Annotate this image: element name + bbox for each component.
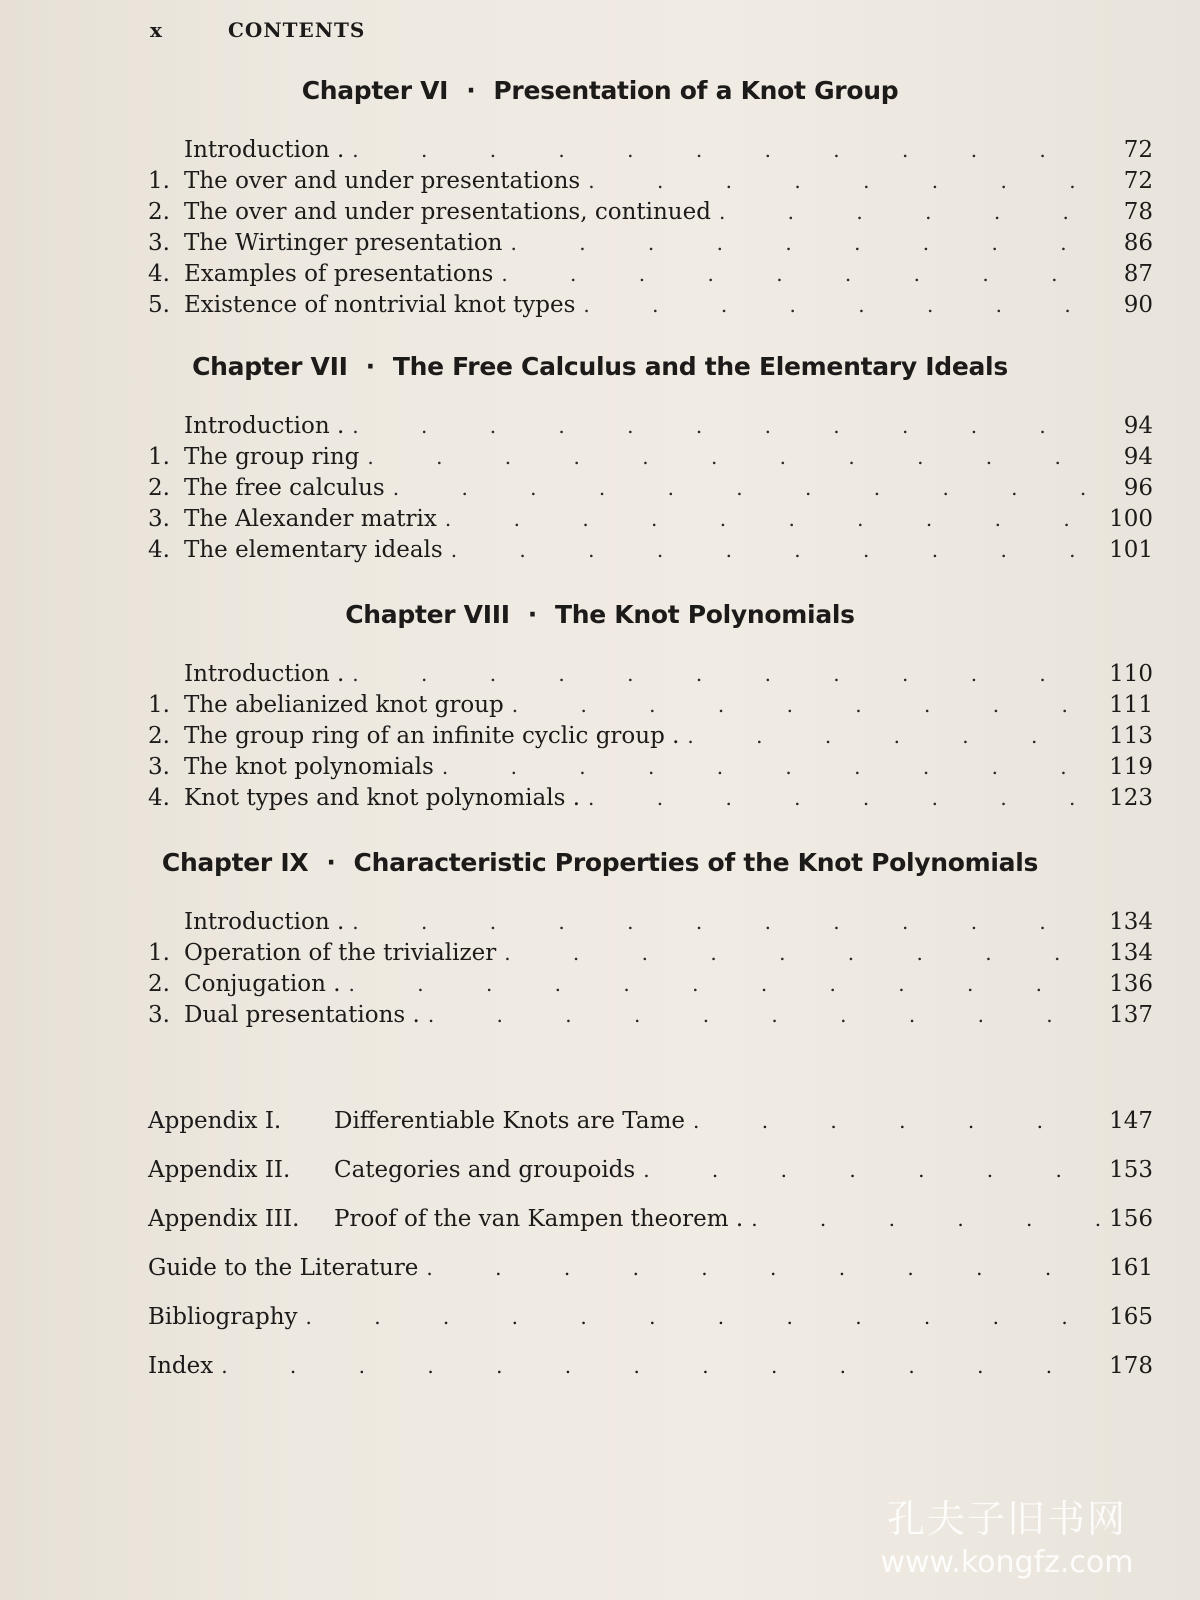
entry-page: 111 <box>1109 692 1153 718</box>
running-head <box>150 18 365 42</box>
chapter-title: The Knot Polynomials <box>554 600 855 629</box>
entry-page: 113 <box>1109 723 1153 749</box>
entry-page: 100 <box>1109 506 1153 532</box>
entry-title: The over and under presentations, continued <box>184 199 711 225</box>
chapter-heading <box>0 76 1200 105</box>
entry-title: Examples of presentations <box>184 261 494 287</box>
chapter-separator: · <box>365 352 375 381</box>
appendix-label: Appendix I. <box>148 1108 282 1134</box>
entry-page: 134 <box>1109 909 1153 935</box>
toc-entry[interactable] <box>148 723 1153 753</box>
entry-number: 3. <box>148 1002 170 1028</box>
dot-leader <box>445 507 1101 531</box>
chapter-heading <box>0 352 1200 381</box>
entry-number: 4. <box>148 261 170 287</box>
chapter-title: Characteristic Properties of the Knot Polynomials <box>353 848 1039 877</box>
entry-page: 72 <box>1123 137 1153 163</box>
entry-number: 2. <box>148 475 170 501</box>
toc-entry[interactable] <box>148 1002 1153 1032</box>
chapter-title: Presentation of a Knot Group <box>493 76 899 105</box>
toc-entry[interactable] <box>148 444 1153 474</box>
entry-page: 94 <box>1123 413 1153 439</box>
back-matter-entry[interactable] <box>148 1255 1153 1289</box>
dot-leader <box>693 1109 1101 1133</box>
entry-page: 72 <box>1123 168 1153 194</box>
entry-page: 153 <box>1109 1157 1153 1183</box>
dot-leader <box>511 231 1102 255</box>
entry-title: Existence of nontrivial knot types <box>184 292 576 318</box>
entry-number: 1. <box>148 940 170 966</box>
entry-page: 134 <box>1109 940 1153 966</box>
toc-entry[interactable] <box>148 909 1153 939</box>
toc-entry[interactable] <box>148 137 1153 167</box>
toc-entry[interactable] <box>148 230 1153 260</box>
running-head-title: CONTENTS <box>228 18 366 42</box>
entry-page: 94 <box>1123 444 1153 470</box>
dot-leader <box>504 941 1101 965</box>
dot-leader <box>687 724 1101 748</box>
chapter-separator: · <box>326 848 336 877</box>
dot-leader <box>393 476 1101 500</box>
dot-leader <box>501 262 1101 286</box>
toc-entry[interactable] <box>148 940 1153 970</box>
entry-number: 5. <box>148 292 170 318</box>
dot-leader <box>428 1003 1101 1027</box>
entry-title: Knot types and knot polynomials . <box>184 785 581 811</box>
entry-page: 119 <box>1109 754 1153 780</box>
back-matter-entry[interactable] <box>148 1353 1153 1387</box>
entry-page: 86 <box>1123 230 1153 256</box>
entry-title: The group ring of an infinite cyclic group . <box>184 723 680 749</box>
dot-leader <box>306 1305 1102 1329</box>
entry-title: The abelianized knot group <box>184 692 504 718</box>
toc-entry[interactable] <box>148 537 1153 567</box>
entry-number: 2. <box>148 199 170 225</box>
back-matter-entry[interactable] <box>148 1157 1153 1191</box>
chapter-title: The Free Calculus and the Elementary Ideals <box>392 352 1008 381</box>
chapter-heading <box>0 600 1200 629</box>
dot-leader <box>643 1158 1101 1182</box>
entry-number: 3. <box>148 506 170 532</box>
entry-title: The over and under presentations <box>184 168 581 194</box>
toc-entry[interactable] <box>148 413 1153 443</box>
toc-entry[interactable] <box>148 661 1153 691</box>
entry-title: The Wirtinger presentation <box>184 230 503 256</box>
entry-page: 87 <box>1123 261 1153 287</box>
chapter-label: Chapter IX <box>161 848 309 877</box>
dot-leader <box>352 414 1101 438</box>
entry-title: Introduction . <box>184 661 345 687</box>
entry-title: Introduction . <box>184 413 345 439</box>
dot-leader <box>751 1207 1101 1231</box>
dot-leader <box>512 693 1101 717</box>
entry-page: 78 <box>1123 199 1153 225</box>
entry-number: 2. <box>148 971 170 997</box>
back-matter-entry[interactable] <box>148 1304 1153 1338</box>
entry-title: Operation of the trivializer <box>184 940 497 966</box>
entry-title: Conjugation . <box>184 971 341 997</box>
back-matter-entry[interactable] <box>148 1206 1153 1240</box>
toc-entry[interactable] <box>148 168 1153 198</box>
watermark-text: 孔夫子旧书网 <box>886 1497 1127 1541</box>
watermark <box>872 1488 1142 1580</box>
entry-page: 123 <box>1109 785 1153 811</box>
dot-leader <box>583 293 1101 317</box>
dot-leader <box>367 445 1101 469</box>
dot-leader <box>588 169 1101 193</box>
appendix-label: Appendix III. <box>148 1206 300 1232</box>
toc-entry[interactable] <box>148 785 1153 815</box>
entry-title: The elementary ideals <box>184 537 443 563</box>
chapter-separator: · <box>466 76 476 105</box>
dot-leader <box>221 1354 1101 1378</box>
entry-number: 1. <box>148 692 170 718</box>
entry-page: 136 <box>1109 971 1153 997</box>
chapter-label: Chapter VIII <box>345 600 510 629</box>
entry-page: 110 <box>1109 661 1153 687</box>
dot-leader <box>426 1256 1101 1280</box>
entry-page: 96 <box>1123 475 1153 501</box>
entry-page: 165 <box>1109 1304 1153 1330</box>
toc-entry[interactable] <box>148 506 1153 536</box>
entry-title: The Alexander matrix <box>184 506 437 532</box>
dot-leader <box>451 538 1101 562</box>
dot-leader <box>352 910 1101 934</box>
entry-page: 156 <box>1109 1206 1153 1232</box>
page-number: x <box>150 18 163 42</box>
chapter-label: Chapter VII <box>192 352 348 381</box>
entry-title: Index <box>148 1353 214 1379</box>
entry-title: Dual presentations . <box>184 1002 420 1028</box>
toc-entry[interactable] <box>148 261 1153 291</box>
entry-page: 90 <box>1123 292 1153 318</box>
dot-leader <box>719 200 1101 224</box>
entry-title: The group ring <box>184 444 360 470</box>
watermark-url: www.kongfz.com <box>880 1545 1134 1580</box>
toc-entry[interactable] <box>148 754 1153 784</box>
entry-title: The knot polynomials <box>184 754 434 780</box>
dot-leader <box>588 786 1101 810</box>
entry-page: 178 <box>1109 1353 1153 1379</box>
entry-number: 2. <box>148 723 170 749</box>
entry-number: 3. <box>148 754 170 780</box>
entry-page: 147 <box>1109 1108 1153 1134</box>
entry-title: Guide to the Literature <box>148 1255 419 1281</box>
dot-leader <box>352 662 1101 686</box>
dot-leader <box>442 755 1101 779</box>
chapter-heading <box>0 848 1200 877</box>
entry-title: The free calculus <box>184 475 385 501</box>
toc-entry[interactable] <box>148 292 1153 322</box>
entry-title: Introduction . <box>184 909 345 935</box>
entry-number: 4. <box>148 785 170 811</box>
back-matter-entry[interactable] <box>148 1108 1153 1142</box>
entry-number: 4. <box>148 537 170 563</box>
entry-number: 3. <box>148 230 170 256</box>
toc-entry[interactable] <box>148 199 1153 229</box>
appendix-label: Appendix II. <box>148 1157 291 1183</box>
entry-page: 101 <box>1109 537 1153 563</box>
entry-page: 137 <box>1109 1002 1153 1028</box>
entry-page: 161 <box>1109 1255 1153 1281</box>
entry-title: Proof of the van Kampen theorem . <box>334 1206 744 1232</box>
entry-title: Bibliography <box>148 1304 298 1330</box>
toc-entry[interactable] <box>148 475 1153 505</box>
entry-title: Categories and groupoids <box>334 1157 636 1183</box>
entry-title: Differentiable Knots are Tame <box>334 1108 685 1134</box>
dot-leader <box>352 138 1101 162</box>
chapter-label: Chapter VI <box>301 76 449 105</box>
entry-number: 1. <box>148 168 170 194</box>
toc-entry[interactable] <box>148 971 1153 1001</box>
toc-entry[interactable] <box>148 692 1153 722</box>
entry-title: Introduction . <box>184 137 345 163</box>
entry-number: 1. <box>148 444 170 470</box>
dot-leader <box>349 972 1101 996</box>
chapter-separator: · <box>527 600 537 629</box>
